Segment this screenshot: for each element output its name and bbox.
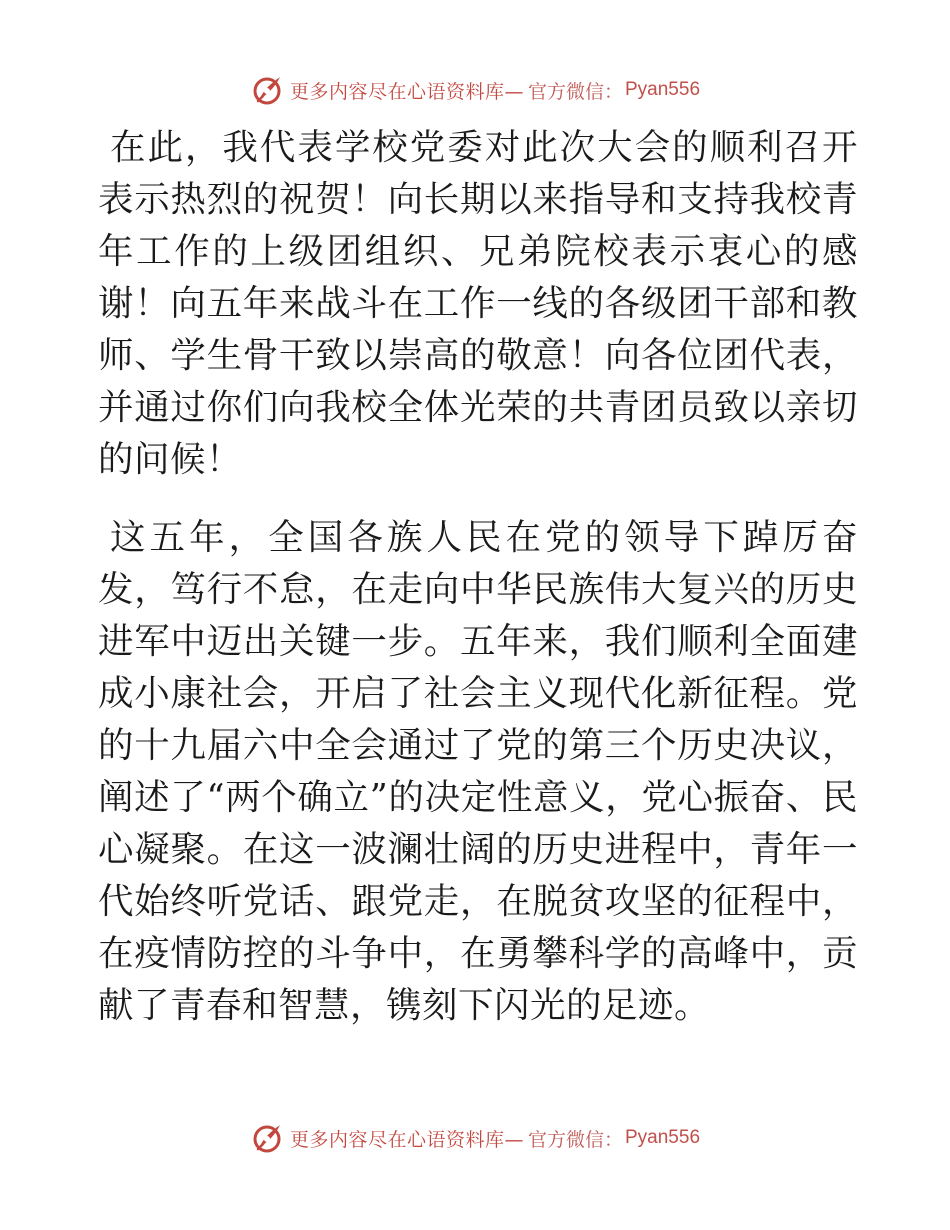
watermark-footer [0,1118,950,1158]
watermark-wechat-label: 官方微信： [527,80,623,103]
watermark-header [0,70,950,110]
watermark-wechat-label: 官方微信： [527,1128,623,1151]
quill-logo-icon [250,72,286,108]
watermark-main-text: 更多内容尽在心语资料库— [289,1128,524,1151]
quill-logo-icon [250,1120,286,1156]
document-body [98,122,858,1032]
watermark-wechat-id: Pyan556 [625,79,701,100]
watermark-wechat-id: Pyan556 [625,1127,701,1148]
paragraph-five-years: 这五年，全国各族人民在党的领导下踔厉奋发，笃行不怠，在走向中华民族伟大复兴的历史进军中迈出关键一步。五年来，我们顺利全面建成小康社会，开启了社会主义现代化新征程。党的十九届六中全会通过了党的第三个历史决议，阐述了“两个确立”的决定性意义，党心振奋、民心凝聚。在这一波澜壮阔的历史进程中，青年一代始终听党话、跟党走，在脱贫攻坚的征程中，在疫情防控的斗争中，在勇攀科学的高峰中，贡献了青春和智慧，镌刻下闪光的足迹。 [98,517,858,1026]
watermark-main-text: 更多内容尽在心语资料库— [289,80,524,103]
paragraph-greetings: 在此，我代表学校党委对此次大会的顺利召开表示热烈的祝贺！向长期以来指导和支持我校青年工作的上级团组织、兄弟院校表示衷心的感谢！向五年来战斗在工作一线的各级团干部和教师、学生骨干致以崇高的敬意！向各位团代表，并通过你们向我校全体光荣的共青团员致以亲切的问候！ [98,127,858,480]
